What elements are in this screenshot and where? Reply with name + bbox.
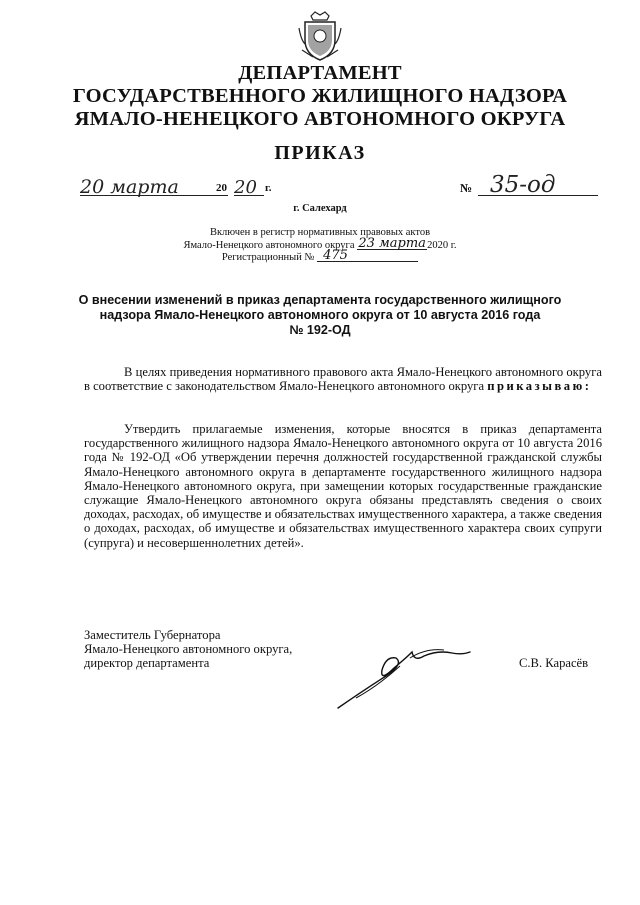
department-name-line-3: ЯМАЛО-НЕНЕЦКОГО АВТОНОМНОГО ОКРУГА	[74, 108, 566, 130]
registration-year: 2020 г.	[427, 240, 457, 251]
position-line-3: директор департамента	[84, 656, 210, 671]
number-underline	[478, 195, 598, 196]
order-directive: приказываю:	[487, 379, 592, 394]
registration-line-3	[0, 250, 640, 263]
year-suffix: г.	[265, 182, 272, 194]
subject-line-3: № 192-ОД	[289, 323, 351, 337]
handwritten-order-number: 35-од	[490, 172, 556, 198]
registration-handwritten-number: 475	[317, 250, 418, 262]
department-name-line-2: ГОСУДАРСТВЕННОГО ЖИЛИЩНОГО НАДЗОРА	[72, 85, 568, 107]
number-label: №	[460, 181, 473, 195]
handwritten-date: 20 марта	[80, 176, 179, 198]
handwritten-year: 20	[234, 177, 257, 198]
position-line-2: Ямало-Ненецкого автономного округа,	[84, 642, 293, 657]
body-paragraph-2: Утвердить прилагаемые изменения, которые вносятся в приказ департамента государственного жилищного надзора Ямало-Ненецкого автономного округа от 10 августа 2016 года № 192-ОД «Об утверждении перечня должностей государственной гражданской службы Ямало-Ненецкого автономного округа в департаменте государственного жилищного надзора Ямало-Ненецкого автономного округа, при замещении которых государственные гражданские служащие Ямало-Ненецкого автономного округа обязаны представлять сведения о своих доходах, расходах, об имуществе и обязательствах имущественного характера, а также сведения о доходах, расходах, об имуществе и обязательствах имущественного характера своих супруги (супруга) и несовершеннолетних детей».	[84, 422, 602, 550]
department-name-line-1: ДЕПАРТАМЕНТ	[238, 62, 402, 84]
registration-handwritten-date: 23 марта	[358, 236, 426, 251]
year-prefix: 20	[216, 182, 227, 194]
signer-name: С.В. Карасёв	[519, 656, 589, 670]
body-paragraph-1	[84, 365, 602, 393]
coat-of-arms-icon	[297, 10, 343, 62]
registration-number-label: Регистрационный №	[221, 252, 315, 263]
subject-line-2: надзора Ямало-Ненецкого автономного округа от 10 августа 2016 года	[99, 308, 541, 322]
paragraph-1-text: В целях приведения нормативного правового акта Ямало-Ненецкого автономного округа в соответствие с законодательством Ямало-Ненецкого автономного округа	[84, 365, 602, 394]
subject-line-1: О внесении изменений в приказ департамента государственного жилищного	[78, 293, 562, 307]
city-name: г. Салехард	[293, 203, 347, 214]
document-type-title: ПРИКАЗ	[274, 142, 366, 164]
date-underline	[80, 195, 228, 196]
registration-region: Ямало-Ненецкого автономного округа	[183, 240, 355, 251]
position-line-1: Заместитель Губернатора	[84, 628, 221, 642]
registration-line-1: Включен в регистр нормативных правовых актов	[209, 227, 431, 238]
year-underline	[234, 195, 264, 196]
handwritten-signature-icon	[334, 638, 474, 713]
